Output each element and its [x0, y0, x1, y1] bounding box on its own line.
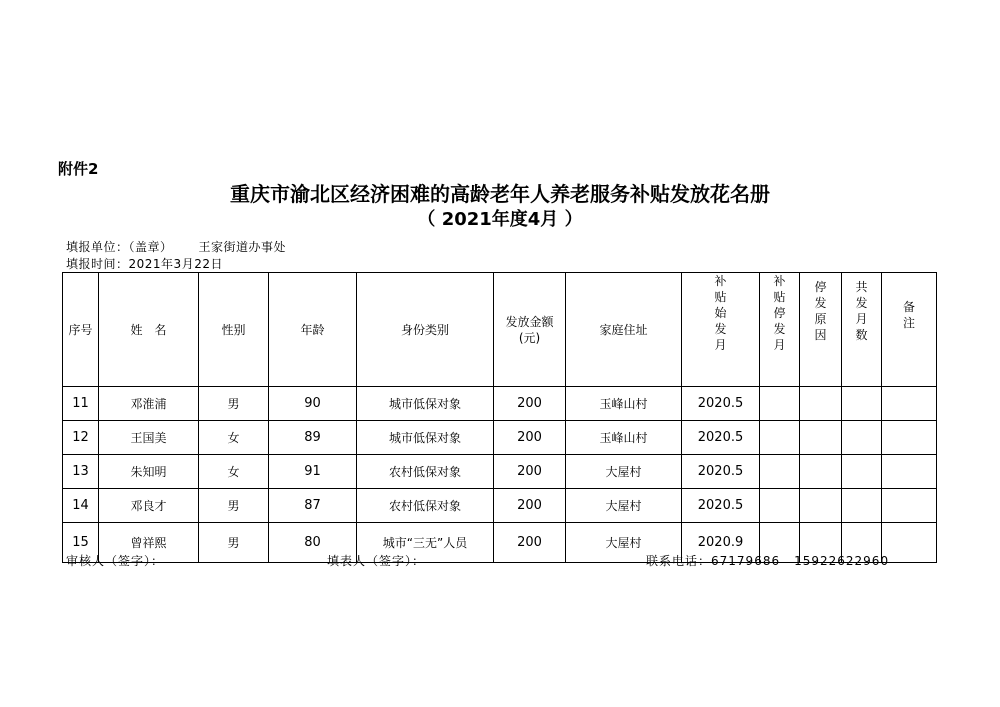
- cell-amount: 200: [494, 489, 566, 523]
- cell-address: 玉峰山村: [566, 387, 682, 421]
- cell-age: 90: [269, 387, 357, 421]
- cell-seq: 11: [63, 387, 99, 421]
- table-row: [63, 455, 937, 489]
- reporting-unit-value: 王家街道办事处: [198, 240, 287, 254]
- subsidy-roster-table: [62, 272, 937, 563]
- contact-phone-2: 15922622960: [794, 554, 890, 568]
- cell-stop-reason: [800, 489, 842, 523]
- header-amount-text: 发放金额(元): [505, 314, 554, 345]
- header-stop-reason-text: 停发原因: [814, 280, 827, 342]
- contact-phone-1: 67179686: [711, 554, 781, 568]
- cell-total-months: [842, 489, 882, 523]
- reporting-time-value: 2021年3月22日: [128, 257, 223, 271]
- header-stop-month-text: 补贴停发月: [773, 274, 786, 352]
- cell-total-months: [842, 387, 882, 421]
- cell-start-month: 2020.5: [682, 455, 760, 489]
- header-stop-reason: [800, 273, 842, 387]
- cell-amount: 200: [494, 455, 566, 489]
- cell-stop-month: [760, 455, 800, 489]
- cell-seq: 12: [63, 421, 99, 455]
- cell-remark: [882, 523, 937, 563]
- header-remark: [882, 273, 937, 387]
- table-row: [63, 387, 937, 421]
- cell-name: 曾祥熙: [99, 523, 199, 563]
- cell-address: 玉峰山村: [566, 421, 682, 455]
- cell-remark: [882, 455, 937, 489]
- header-stop-month: [760, 273, 800, 387]
- header-name: 姓 名: [99, 273, 199, 387]
- reporting-unit: [66, 238, 286, 255]
- cell-address: 大屋村: [566, 455, 682, 489]
- cell-stop-month: [760, 489, 800, 523]
- cell-age: 87: [269, 489, 357, 523]
- cell-address: 大屋村: [566, 489, 682, 523]
- cell-amount: 200: [494, 523, 566, 563]
- header-gender: 性别: [199, 273, 269, 387]
- header-start-month: [682, 273, 760, 387]
- cell-name: 邓良才: [99, 489, 199, 523]
- cell-total-months: [842, 455, 882, 489]
- cell-gender: 女: [199, 421, 269, 455]
- header-total-months: [842, 273, 882, 387]
- header-seq: 序号: [63, 273, 99, 387]
- table-row: [63, 421, 937, 455]
- contact-phone: [646, 552, 889, 569]
- cell-category: 城市低保对象: [357, 387, 494, 421]
- cell-seq: 15: [63, 523, 99, 563]
- cell-stop-reason: [800, 421, 842, 455]
- cell-category: 城市低保对象: [357, 421, 494, 455]
- filler-signature-label: 填表人（签字）：: [327, 554, 426, 568]
- cell-stop-reason: [800, 455, 842, 489]
- header-address: 家庭住址: [566, 273, 682, 387]
- cell-amount: 200: [494, 387, 566, 421]
- cell-stop-reason: [800, 387, 842, 421]
- cell-age: 89: [269, 421, 357, 455]
- cell-seq: 14: [63, 489, 99, 523]
- header-age: 年龄: [269, 273, 357, 387]
- cell-gender: 女: [199, 455, 269, 489]
- cell-category: 农村低保对象: [357, 455, 494, 489]
- cell-gender: 男: [199, 523, 269, 563]
- table-row: [63, 489, 937, 523]
- document-title: 重庆市渝北区经济困难的高龄老年人养老服务补贴发放花名册: [230, 182, 770, 206]
- cell-age: 91: [269, 455, 357, 489]
- header-total-months-text: 共发月数: [855, 280, 868, 342]
- cell-amount: 200: [494, 421, 566, 455]
- header-start-month-text: 补贴始发月: [714, 274, 727, 352]
- reporting-time-label: 填报时间：: [66, 257, 129, 271]
- cell-name: 王国美: [99, 421, 199, 455]
- cell-start-month: 2020.5: [682, 421, 760, 455]
- cell-name: 邓淮浦: [99, 387, 199, 421]
- cell-gender: 男: [199, 489, 269, 523]
- header-remark-text: 备注: [903, 300, 916, 330]
- cell-address: 大屋村: [566, 523, 682, 563]
- cell-total-months: [842, 421, 882, 455]
- cell-seq: 13: [63, 455, 99, 489]
- reporting-time: [66, 255, 223, 272]
- cell-start-month: 2020.5: [682, 489, 760, 523]
- cell-remark: [882, 421, 937, 455]
- cell-age: 80: [269, 523, 357, 563]
- header-row: [63, 273, 937, 387]
- cell-stop-month: [760, 387, 800, 421]
- cell-remark: [882, 489, 937, 523]
- reviewer-signature-label: 审核人（签字）：: [66, 554, 165, 568]
- header-category: 身份类别: [357, 273, 494, 387]
- attachment-label: 附件2: [58, 160, 99, 178]
- cell-start-month: 2020.5: [682, 387, 760, 421]
- cell-name: 朱知明: [99, 455, 199, 489]
- cell-category: 城市“三无”人员: [357, 523, 494, 563]
- reporting-unit-label: 填报单位：（盖章）: [66, 240, 173, 254]
- cell-stop-month: [760, 421, 800, 455]
- cell-start-month: 2020.9: [682, 523, 760, 563]
- contact-phone-label: 联系电话：: [646, 554, 712, 568]
- document-subtitle: （ 2021年度4月 ）: [417, 209, 583, 230]
- header-amount: [494, 273, 566, 387]
- cell-gender: 男: [199, 387, 269, 421]
- cell-remark: [882, 387, 937, 421]
- cell-category: 农村低保对象: [357, 489, 494, 523]
